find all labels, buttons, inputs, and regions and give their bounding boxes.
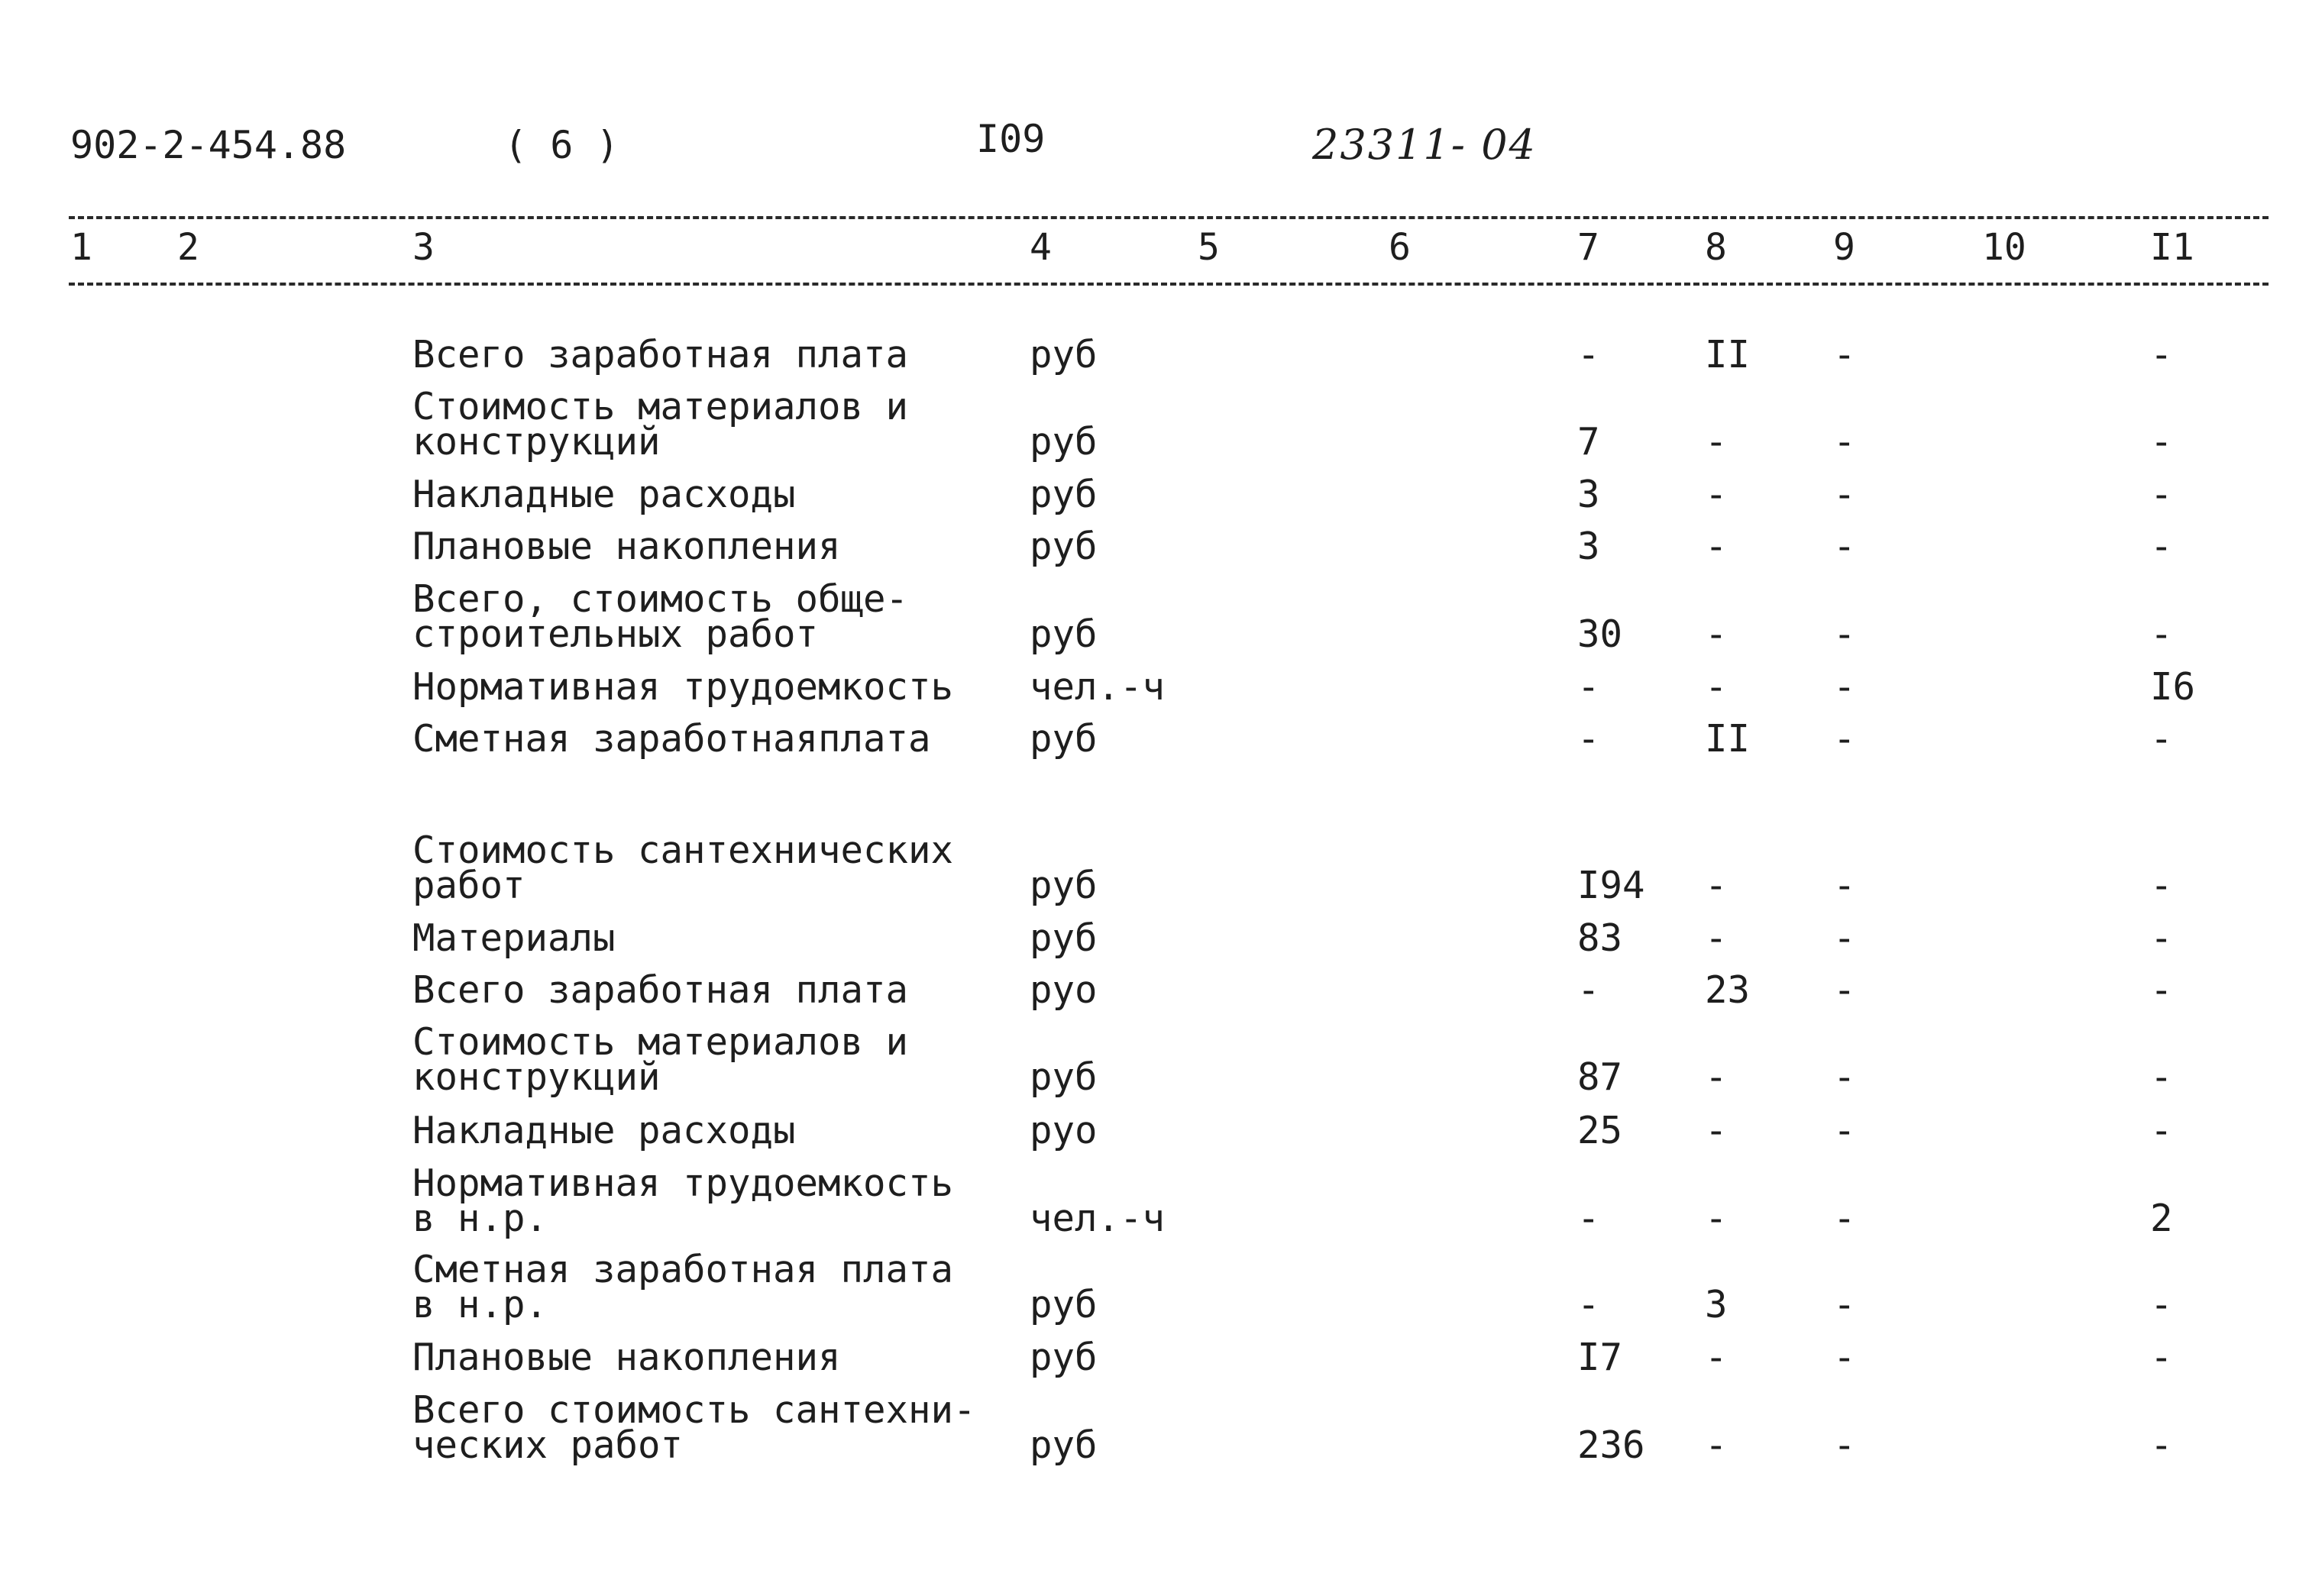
row-col7-value: 30 <box>1577 612 1623 656</box>
row-col9-value: - <box>1833 525 1856 568</box>
column-number-2: 2 <box>177 226 199 269</box>
row-item-name: Накладные расходы <box>412 1109 796 1152</box>
table-row <box>0 665 2309 709</box>
handwritten-stamp: 23311- 04 <box>1312 121 1537 169</box>
row-col11-value: - <box>2150 1336 2173 1379</box>
row-col11-value: I6 <box>2150 665 2196 709</box>
row-unit: руб <box>1030 1423 1098 1467</box>
column-number-10: 10 <box>1982 226 2026 269</box>
table-row <box>0 525 2309 568</box>
column-number-9: 9 <box>1833 226 1855 269</box>
row-col7-value: 7 <box>1577 420 1600 464</box>
row-col8-value: 3 <box>1705 1283 1728 1326</box>
row-unit: руб <box>1030 916 1098 960</box>
table-row <box>0 1388 2309 1467</box>
row-col9-value: - <box>1833 1055 1856 1099</box>
row-col8-value: - <box>1705 1055 1728 1099</box>
row-col11-value: - <box>2150 525 2173 568</box>
row-item-name: Сметная заработнаяплата <box>412 717 931 761</box>
column-number-5: 5 <box>1198 226 1220 269</box>
row-item-name: Плановые накопления <box>412 525 841 568</box>
row-col9-value: - <box>1833 1283 1856 1326</box>
row-col7-value: 3 <box>1577 473 1600 516</box>
row-col7-value: - <box>1577 1197 1600 1240</box>
row-unit: руб <box>1030 473 1098 516</box>
row-col8-value: - <box>1705 1109 1728 1152</box>
row-col8-value: II <box>1705 333 1751 376</box>
row-unit: руб <box>1030 420 1098 464</box>
row-unit: руб <box>1030 612 1098 656</box>
row-col11-value: - <box>2150 473 2173 516</box>
row-item-name: Стоимость материалов и конструкций <box>412 385 909 464</box>
row-unit: руб <box>1030 1055 1098 1099</box>
top-dashed-rule <box>69 216 2269 219</box>
row-col9-value: - <box>1833 1336 1856 1379</box>
table-row <box>0 717 2309 761</box>
row-col9-value: - <box>1833 864 1856 907</box>
row-item-name: Сметная заработная плата в н.р. <box>412 1248 954 1326</box>
row-col11-value: - <box>2150 612 2173 656</box>
row-item-name: Накладные расходы <box>412 473 796 516</box>
row-col7-value: - <box>1577 717 1600 761</box>
row-col11-value: - <box>2150 333 2173 376</box>
row-col11-value: - <box>2150 1423 2173 1467</box>
row-col11-value: - <box>2150 420 2173 464</box>
row-unit: руб <box>1030 333 1098 376</box>
table-row <box>0 829 2309 907</box>
row-item-name: Стоимость материалов и конструкций <box>412 1020 909 1099</box>
table-row <box>0 968 2309 1012</box>
row-col9-value: - <box>1833 333 1856 376</box>
row-item-name: Плановые накопления <box>412 1336 841 1379</box>
row-col7-value: 87 <box>1577 1055 1623 1099</box>
row-col11-value: - <box>2150 1109 2173 1152</box>
table-row <box>0 385 2309 464</box>
row-col9-value: - <box>1833 1423 1856 1467</box>
table-row <box>0 577 2309 656</box>
row-col9-value: - <box>1833 473 1856 516</box>
row-col9-value: - <box>1833 1197 1856 1240</box>
row-item-name: Всего стоимость сантехни- ческих работ <box>412 1388 976 1467</box>
row-unit: руо <box>1030 968 1098 1012</box>
row-item-name: Стоимость сантехнических работ <box>412 829 954 907</box>
row-col9-value: - <box>1833 968 1856 1012</box>
bottom-dashed-rule <box>69 283 2269 286</box>
column-number-1: 1 <box>70 226 92 269</box>
row-col9-value: - <box>1833 916 1856 960</box>
row-col7-value: - <box>1577 1283 1600 1326</box>
row-col11-value: 2 <box>2150 1197 2173 1240</box>
row-col8-value: - <box>1705 420 1728 464</box>
row-col7-value: - <box>1577 968 1600 1012</box>
row-col8-value: - <box>1705 473 1728 516</box>
row-col8-value: II <box>1705 717 1751 761</box>
row-item-name: Всего заработная плата <box>412 333 909 376</box>
row-col7-value: - <box>1577 665 1600 709</box>
table-row <box>0 473 2309 516</box>
row-unit: руб <box>1030 864 1098 907</box>
row-unit: чел.-ч <box>1030 1197 1166 1240</box>
row-item-name: Всего, стоимость обще- строительных работ <box>412 577 909 656</box>
table-row <box>0 333 2309 376</box>
row-unit: руб <box>1030 525 1098 568</box>
row-unit: руб <box>1030 717 1098 761</box>
row-col11-value: - <box>2150 968 2173 1012</box>
table-row <box>0 1109 2309 1152</box>
row-item-name: Всего заработная плата <box>412 968 909 1012</box>
row-col7-value: I7 <box>1577 1336 1623 1379</box>
row-unit: чел.-ч <box>1030 665 1166 709</box>
table-row <box>0 1020 2309 1099</box>
table-row <box>0 916 2309 960</box>
row-col11-value: - <box>2150 717 2173 761</box>
row-col8-value: 23 <box>1705 968 1751 1012</box>
row-col11-value: - <box>2150 1283 2173 1326</box>
table-row <box>0 1161 2309 1240</box>
row-col8-value: - <box>1705 1423 1728 1467</box>
row-col8-value: - <box>1705 864 1728 907</box>
row-unit: руо <box>1030 1109 1098 1152</box>
row-col9-value: - <box>1833 612 1856 656</box>
row-col9-value: - <box>1833 665 1856 709</box>
row-col7-value: 83 <box>1577 916 1623 960</box>
column-number-11: I1 <box>2150 226 2194 269</box>
page-number: I09 <box>976 117 1046 161</box>
row-col7-value: - <box>1577 333 1600 376</box>
column-number-4: 4 <box>1030 226 1052 269</box>
document-code: 902-2-454.88 <box>70 123 347 167</box>
row-item-name: Материалы <box>412 916 616 960</box>
row-col7-value: 3 <box>1577 525 1600 568</box>
column-number-3: 3 <box>412 226 435 269</box>
row-col8-value: - <box>1705 525 1728 568</box>
row-unit: руб <box>1030 1336 1098 1379</box>
row-col11-value: - <box>2150 864 2173 907</box>
row-item-name: Нормативная трудоемкость в н.р. <box>412 1161 954 1240</box>
row-col9-value: - <box>1833 1109 1856 1152</box>
row-col7-value: 25 <box>1577 1109 1623 1152</box>
column-number-7: 7 <box>1577 226 1599 269</box>
row-col8-value: - <box>1705 1336 1728 1379</box>
row-col8-value: - <box>1705 665 1728 709</box>
column-number-6: 6 <box>1389 226 1411 269</box>
row-col9-value: - <box>1833 420 1856 464</box>
row-col11-value: - <box>2150 1055 2173 1099</box>
part-number: ( 6 ) <box>504 123 619 167</box>
row-col7-value: 236 <box>1577 1423 1645 1467</box>
row-col11-value: - <box>2150 916 2173 960</box>
row-col8-value: - <box>1705 1197 1728 1240</box>
row-col8-value: - <box>1705 916 1728 960</box>
row-col9-value: - <box>1833 717 1856 761</box>
row-col8-value: - <box>1705 612 1728 656</box>
column-number-8: 8 <box>1705 226 1727 269</box>
table-row <box>0 1248 2309 1326</box>
row-unit: руб <box>1030 1283 1098 1326</box>
table-row <box>0 1336 2309 1379</box>
row-col7-value: I94 <box>1577 864 1645 907</box>
row-item-name: Нормативная трудоемкость <box>412 665 954 709</box>
